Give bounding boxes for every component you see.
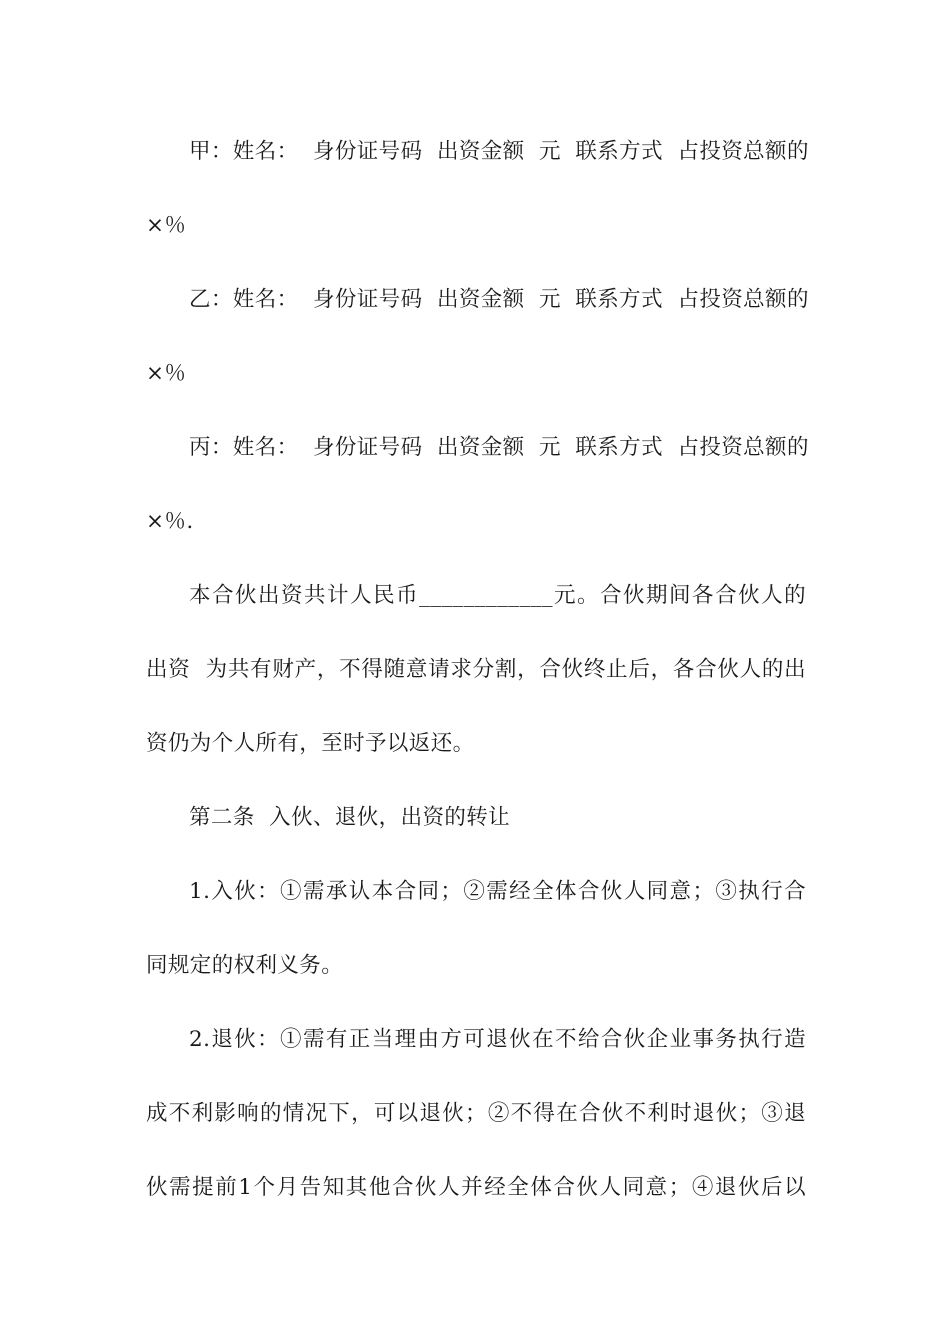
partner-b-percent: ×％ <box>146 361 187 386</box>
join-clause-line-2: 同规定的权利义务。 <box>146 953 344 978</box>
capital-paragraph-line-1: 本合伙出资共计人民币____________元。合伙期间各合伙人的 <box>189 583 806 608</box>
partner-c-percent: ×％. <box>146 509 194 534</box>
withdraw-clause-line-3: 伙需提前1个月告知其他合伙人并经全体合伙人同意；④退伙后以 <box>146 1175 806 1200</box>
capital-paragraph-line-2: 出资 为共有财产，不得随意请求分割，合伙终止后，各合伙人的出 <box>146 657 806 682</box>
partner-a-line: 甲：姓名： 身份证号码 出资金额 元 联系方式 占投资总额的 <box>189 139 809 164</box>
partner-a-percent: ×％ <box>146 213 187 238</box>
partner-b-line: 乙：姓名： 身份证号码 出资金额 元 联系方式 占投资总额的 <box>189 287 809 312</box>
article-2-heading: 第二条 入伙、退伙，出资的转让 <box>189 805 511 830</box>
withdraw-clause-line-2: 成不利影响的情况下，可以退伙；②不得在合伙不利时退伙；③退 <box>146 1101 806 1126</box>
partner-c-line: 丙：姓名： 身份证号码 出资金额 元 联系方式 占投资总额的 <box>189 435 809 460</box>
capital-paragraph-line-3: 资仍为个人所有，至时予以返还。 <box>146 731 475 756</box>
withdraw-clause-line-1: 2.退伙：①需有正当理由方可退伙在不给合伙企业事务执行造 <box>189 1027 806 1052</box>
join-clause-line-1: 1.入伙：①需承认本合同；②需经全体合伙人同意；③执行合 <box>189 879 806 904</box>
